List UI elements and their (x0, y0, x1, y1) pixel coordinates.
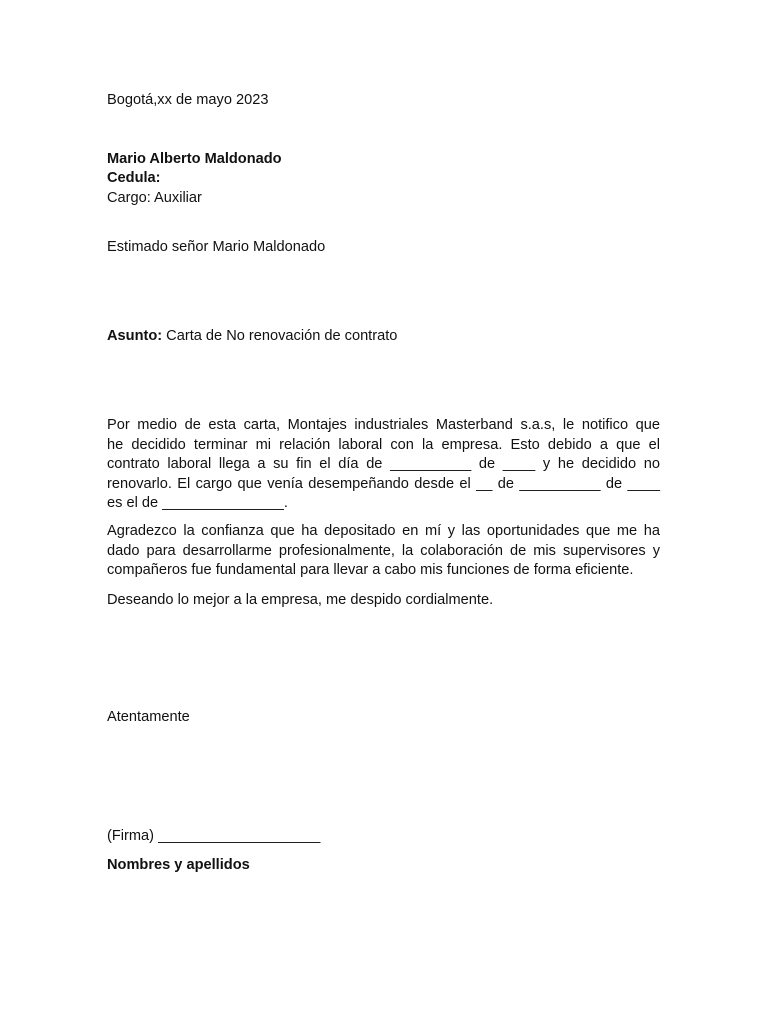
subject-line (107, 327, 397, 347)
signature-names-label: Nombres y apellidos (107, 857, 250, 873)
subject-text: Carta de No renovación de contrato (162, 328, 398, 344)
paragraph-line: compañeros fue fundamental para llevar a cabo mis funciones de forma eficiente. (107, 562, 634, 578)
paragraph-line: dado para desarrollarme profesionalmente, la colaboración de mis supervisores y (107, 542, 660, 559)
closing: Atentamente (107, 709, 190, 725)
body-paragraph-3: Deseando lo mejor a la empresa, me despido cordialmente. (107, 592, 494, 608)
body-paragraph-2 (107, 522, 660, 581)
recipient-id-label: Cedula: (107, 170, 161, 186)
recipient-position: Cargo: Auxiliar (107, 190, 202, 206)
date-line: Bogotá,xx de mayo 2023 (107, 92, 269, 108)
recipient-name: Mario Alberto Maldonado (107, 151, 282, 167)
paragraph-line: contrato laboral llega a su fin el día de __________ de ____ y he decidido no (107, 456, 660, 472)
paragraph-line: Agradezco la confianza que ha depositado en mí y las oportunidades que me ha (107, 523, 660, 539)
subject-label: Asunto: (107, 328, 163, 344)
paragraph-line: es el de _______________. (107, 495, 288, 511)
signature-line: (Firma) ____________________ (107, 828, 321, 844)
paragraph-line: renovarlo. El cargo que venía desempeñando desde el __ de __________ de ____ (107, 475, 660, 492)
paragraph-line: Por medio de esta carta, Montajes industriales Masterband s.a.s, le notifico que (107, 417, 660, 433)
body-paragraph-1 (107, 416, 660, 514)
greeting: Estimado señor Mario Maldonado (107, 239, 326, 255)
paragraph-line: he decidido terminar mi relación laboral con la empresa. Esto debido a que el (107, 436, 660, 453)
